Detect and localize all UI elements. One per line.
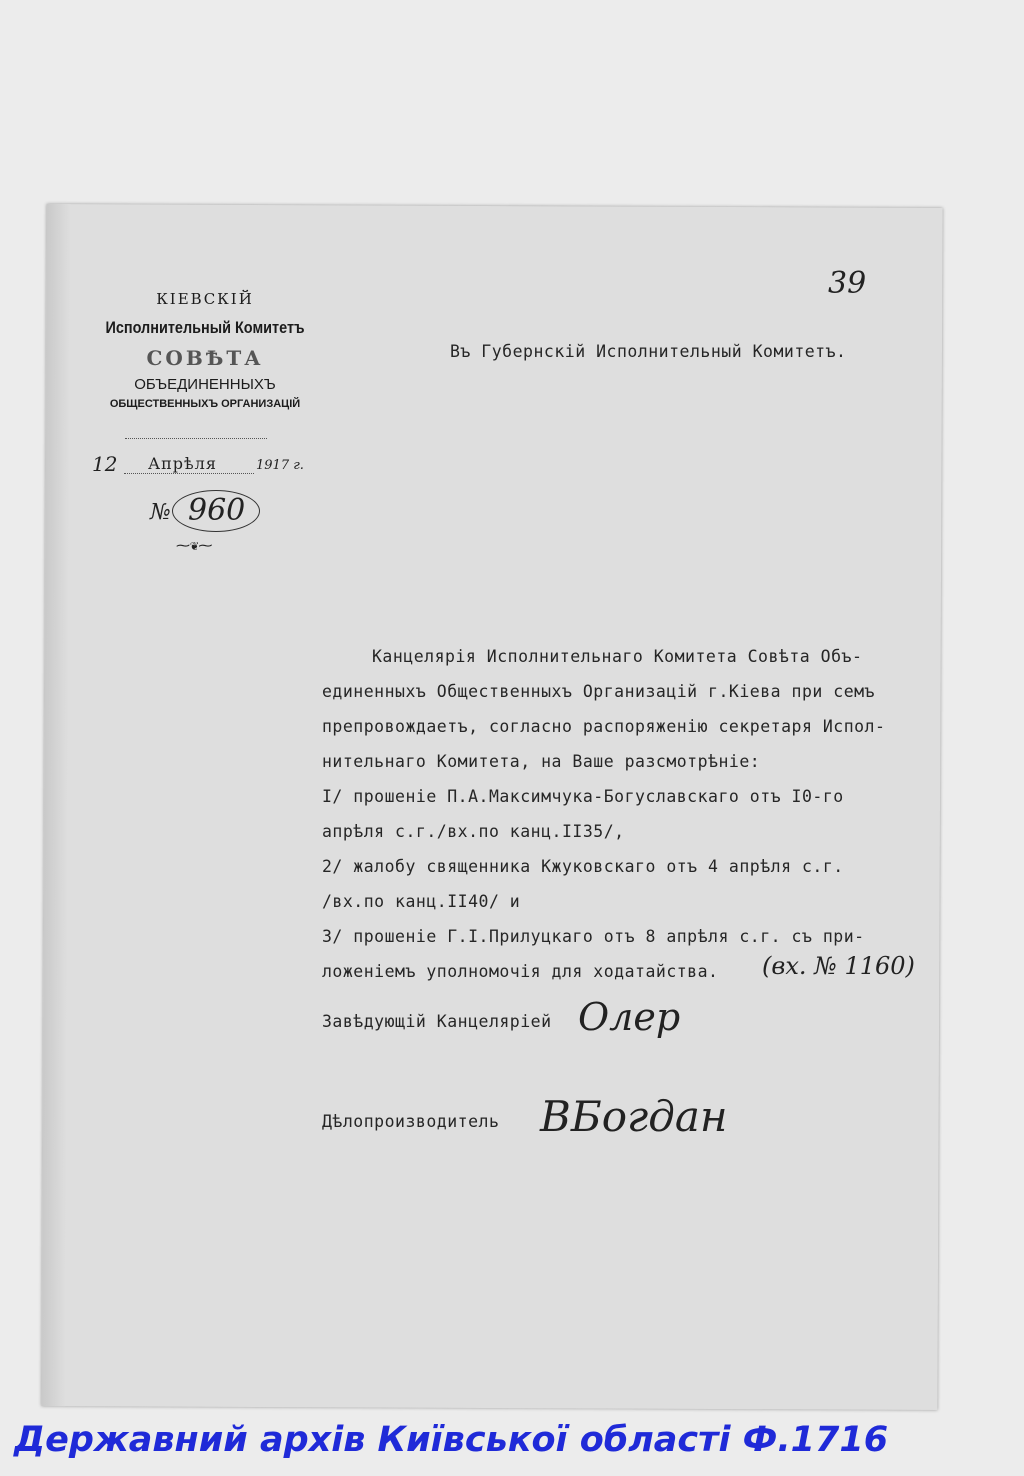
number-oval: [172, 490, 260, 532]
body-line: нительнаго Комитета, на Ваше разсмотрѣніе:: [322, 752, 761, 771]
body-line: единенныхъ Общественныхъ Организацій г.Кіева при семъ: [322, 682, 875, 701]
letterhead-soviet: СОВѢТА: [146, 346, 264, 370]
signature-title: Завѣдующій Канцеляріей: [322, 1012, 552, 1031]
page-number: 39: [828, 266, 867, 301]
body-line: /вх.по канц.ІІ40/ и: [322, 892, 521, 911]
ornament-icon: ⁓❦⁓: [176, 538, 213, 554]
letterhead-organizations: ОБЩЕСТВЕННЫХЪ ОРГАНИЗАЦІЙ: [109, 398, 301, 410]
body-line: ложеніемъ уполномочія для ходатайства.: [322, 962, 719, 981]
body-line: 2/ жалобу священника Кжуковскаго отъ 4 апрѣля с.г.: [322, 857, 844, 876]
signature: ВБогдан: [540, 1092, 728, 1141]
number-prefix: №: [150, 500, 171, 525]
letterhead-city: КІЕВСКІЙ: [156, 290, 254, 308]
body-line: апрѣля с.г./вх.по канц.ІІ35/,: [322, 822, 625, 841]
divider: [125, 438, 267, 439]
signature-title: Дѣлопроизводитель: [322, 1112, 500, 1131]
body-line: І/ прошеніе П.А.Максимчука-Богуславскаго отъ І0-го: [322, 787, 844, 806]
outgoing-number: 960: [188, 493, 246, 528]
handwritten-note: (вх. № 1160): [762, 952, 915, 980]
letterhead-united: ОБЪЕДИНЕННЫХЪ: [134, 376, 276, 393]
body-line: 3/ прошеніе Г.І.Прилуцкаго отъ 8 апрѣля с.г. съ при-: [322, 927, 865, 946]
date-day: 12: [92, 452, 118, 476]
date-month: Апрѣля: [148, 454, 217, 473]
letterhead-committee: Исполнительный Комитетъ: [105, 318, 305, 337]
signature: Олер: [578, 995, 681, 1039]
body-line: препровождаетъ, согласно распоряженію секретаря Испол-: [322, 717, 886, 736]
body-line: Канцелярія Исполнительнаго Комитета Совѣта Объ-: [372, 647, 863, 666]
archive-caption: Державний архів Київської області Ф.1716: [14, 1420, 889, 1460]
date-underline: [124, 473, 254, 474]
date-year: 1917 г.: [256, 458, 304, 473]
addressee: Въ Губернскій Исполнительный Комитетъ.: [450, 342, 847, 361]
